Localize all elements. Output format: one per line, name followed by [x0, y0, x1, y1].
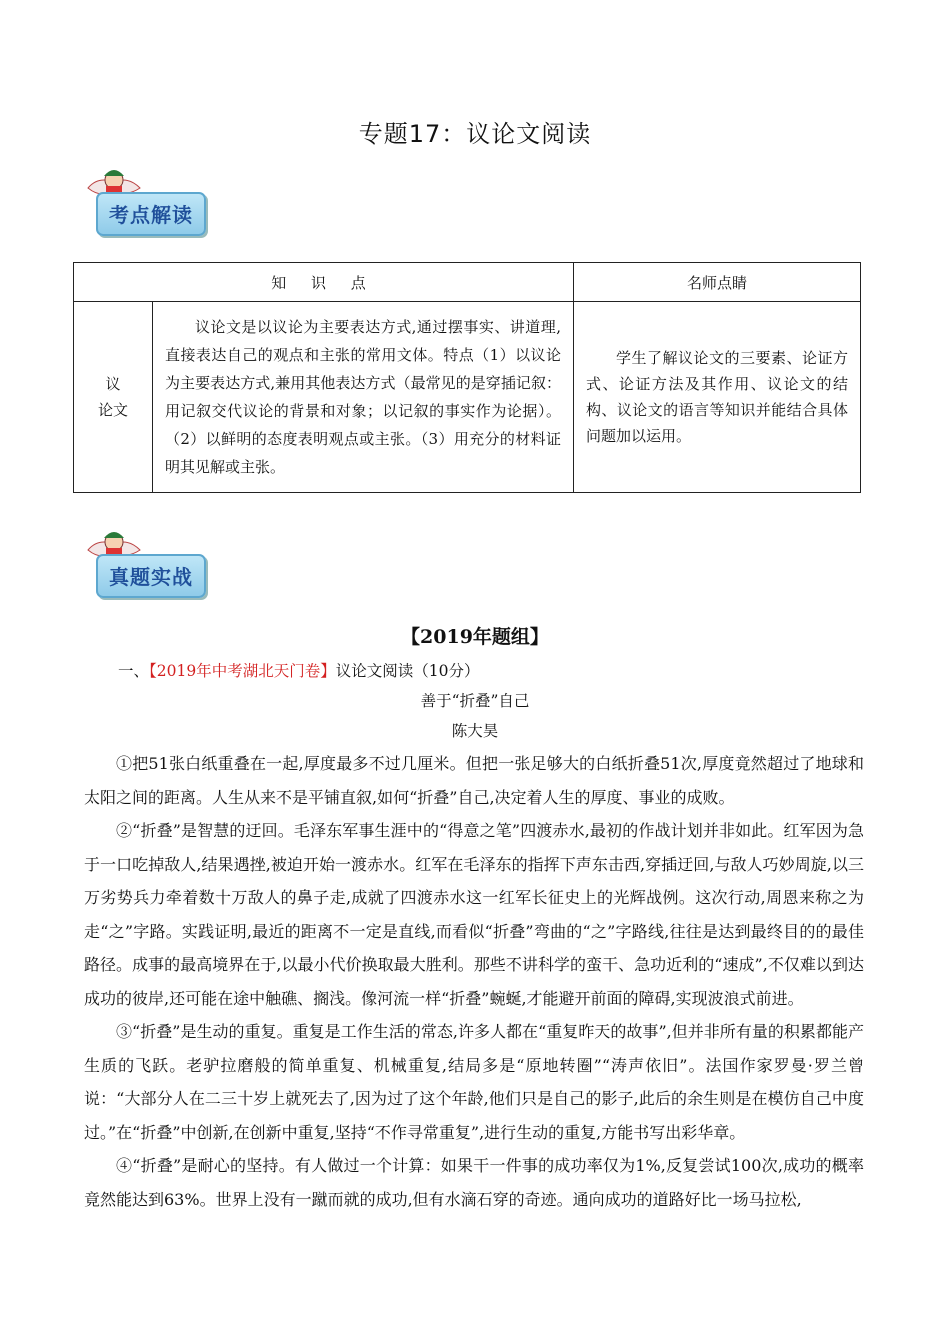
essay-title: 善于“折叠”自己 — [420, 692, 530, 710]
essay-body — [84, 747, 864, 1216]
row-label-text: 议 论文 — [97, 375, 128, 419]
knowledge-table — [73, 262, 861, 493]
question-line — [118, 659, 479, 681]
teacher-tip-cell — [574, 302, 861, 493]
group-heading: 【2019年题组】 — [401, 626, 549, 648]
section-badge-exam-points — [84, 166, 202, 246]
paragraph: ②“折叠”是智慧的迂回。毛泽东军事生涯中的“得意之笔”四渡赤水,最初的作战计划并非如此。红军因为急于一口吃掉敌人,结果遇挫,被迫开始一渡赤水。红军在毛泽东的指挥下声东击西,穿插迂回,与敌人巧妙周旋,以三万劣势兵力牵着数十万敌人的鼻子走,成就了四渡赤水这一红军长征史上的光辉战例。这次行动,周恩来称之为走“之”字路。实践证明,最近的距离不一定是直线,而看似“折叠”弯曲的“之”字路线,往往是达到最终目的的最佳路径。成事的最高境界在于,以最小代价换取最大胜利。那些不讲科学的蛮干、急功近利的“速成”,不仅难以到达成功的彼岸,还可能在途中触礁、搁浅。像河流一样“折叠”蜿蜒,才能避开前面的障碍,实现波浪式前进。 — [84, 821, 864, 1008]
row-label — [74, 302, 153, 493]
knowledge-text: 议论文是以议论为主要表达方式,通过摆事实、讲道理,直接表达自己的观点和主张的常用文体。特点（1）以议论为主要表达方式,兼用其他表达方式（最常见的是穿插记叙：用记叙交代议论的背景和对象；以记叙的事实作为论据）。（2）以鲜明的态度表明观点或主张。（3）用充分的材料证明其见解或主张。 — [165, 318, 561, 476]
document-title: 专题17：议论文阅读 — [358, 120, 592, 148]
knowledge-cell — [153, 302, 574, 493]
teacher-tip-text: 学生了解议论文的三要素、论证方式、论证方法及其作用、议论文的结构、议论文的语言等知识并能结合具体问题加以运用。 — [586, 349, 848, 445]
badge-label: 真题实战 — [109, 565, 193, 589]
section-badge-real-exam — [84, 528, 202, 608]
badge-plate — [96, 192, 206, 236]
table-row — [74, 302, 861, 493]
essay-author: 陈大昊 — [451, 722, 499, 740]
paragraph: ④“折叠”是耐心的坚持。有人做过一个计算：如果干一件事的成功率仅为1%,反复尝试100次,成功的概率竟然能达到63%。世界上没有一蹴而就的成功,但有水滴石穿的奇迹。通向成功的道路好比一场马拉松, — [84, 1156, 864, 1209]
question-source: 【2019年中考湖北天门卷】 — [149, 662, 336, 680]
header-teacher-tip: 名师点睛 — [574, 263, 861, 302]
table-header-row — [74, 263, 861, 302]
header-knowledge: 知 识 点 — [74, 263, 574, 302]
paragraph: ③“折叠”是生动的重复。重复是工作生活的常态,许多人都在“重复昨天的故事”,但并非所有量的积累都能产生质的飞跃。老驴拉磨般的简单重复、机械重复,结局多是“原地转圈”“涛声依旧”。法国作家罗曼·罗兰曾说：“大部分人在二三十岁上就死去了,因为过了这个年龄,他们只是自己的影子,此后的余生则是在模仿自己中度过。”在“折叠”中创新,在创新中重复,坚持“不作寻常重复”,进行生动的重复,方能书写出彩华章。 — [84, 1022, 864, 1142]
question-suffix: 议论文阅读（10分） — [335, 662, 480, 680]
question-number: 一、 — [118, 662, 150, 680]
paragraph: ①把51张白纸重叠在一起,厚度最多不过几厘米。但把一张足够大的白纸折叠51次,厚度竟然超过了地球和太阳之间的距离。人生从来不是平铺直叙,如何“折叠”自己,决定着人生的厚度、事业的成败。 — [84, 754, 864, 807]
badge-plate — [96, 554, 206, 598]
badge-label: 考点解读 — [109, 203, 193, 227]
